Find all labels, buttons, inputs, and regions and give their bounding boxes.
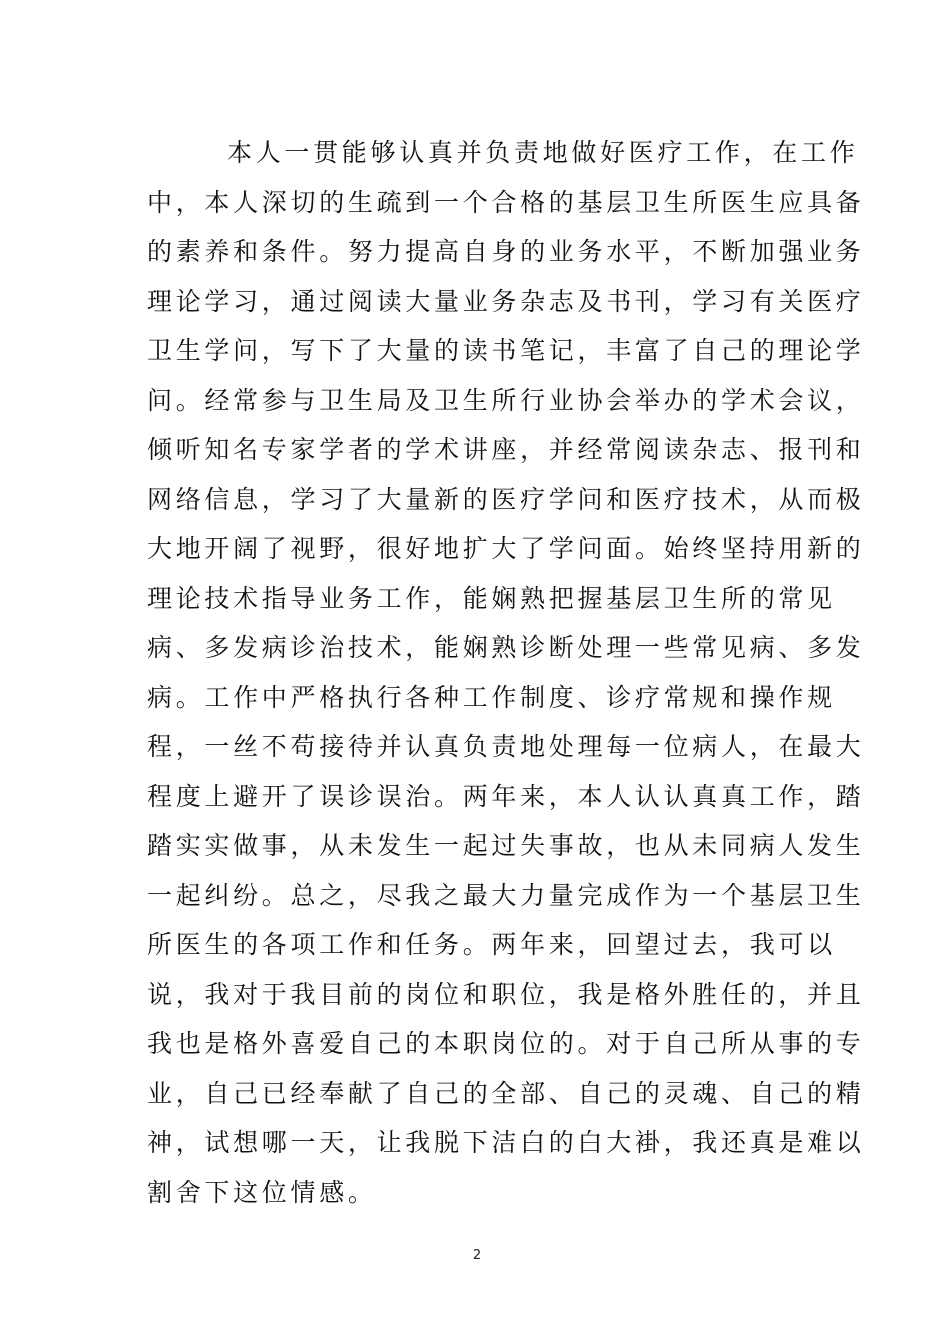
body-paragraph <box>147 128 865 1217</box>
paragraph-line: 中，本人深切的生疏到一个合格的基层卫生所医生应具备 <box>147 187 865 217</box>
paragraph-line: 割舍下这位情感。 <box>147 1177 377 1207</box>
paragraph-line: 一起纠纷。总之，尽我之最大力量完成作为一个基层卫生 <box>147 880 865 910</box>
paragraph-line: 理论技术指导业务工作，能娴熟把握基层卫生所的常见 <box>147 583 836 613</box>
paragraph-line: 我也是格外喜爱自己的本职岗位的。对于自己所从事的专 <box>147 1029 865 1058</box>
paragraph-line: 说，我对于我目前的岗位和职位，我是格外胜任的，并且 <box>147 979 865 1009</box>
paragraph-line: 神，试想哪一天，让我脱下洁白的白大褂，我还真是难以 <box>147 1128 865 1157</box>
paragraph-line: 问。经常参与卫生局及卫生所行业协会举办的学术会议， <box>147 385 865 415</box>
paragraph-line: 病、多发病诊治技术，能娴熟诊断处理一些常见病、多发 <box>147 633 865 662</box>
paragraph-line: 大地开阔了视野，很好地扩大了学问面。始终坚持用新的 <box>147 534 865 563</box>
paragraph-line: 程度上避开了误诊误治。两年来，本人认认真真工作，踏 <box>147 781 865 811</box>
paragraph-line: 的素养和条件。努力提高自身的业务水平，不断加强业务 <box>147 237 865 266</box>
paragraph-line: 踏实实做事，从未发生一起过失事故，也从未同病人发生 <box>147 831 865 860</box>
page-number: 2 <box>472 1248 482 1263</box>
paragraph-line: 所医生的各项工作和任务。两年来，回望过去，我可以 <box>147 930 836 959</box>
paragraph-line: 业，自己已经奉献了自己的全部、自己的灵魂、自己的精 <box>147 1078 865 1108</box>
paragraph-line: 程，一丝不苟接待并认真负责地处理每一位病人，在最大 <box>147 732 865 761</box>
paragraph-line: 病。工作中严格执行各种工作制度、诊疗常规和操作规 <box>147 682 836 712</box>
paragraph-line: 理论学习，通过阅读大量业务杂志及书刊，学习有关医疗 <box>147 286 865 316</box>
paragraph-line: 倾听知名专家学者的学术讲座，并经常阅读杂志、报刊和 <box>147 435 865 464</box>
paragraph-line: 本人一贯能够认真并负责地做好医疗工作，在工作 <box>227 138 859 167</box>
paragraph-line: 卫生学问，写下了大量的读书笔记，丰富了自己的理论学 <box>147 336 865 365</box>
paragraph-line: 网络信息，学习了大量新的医疗学问和医疗技术，从而极 <box>147 484 865 514</box>
